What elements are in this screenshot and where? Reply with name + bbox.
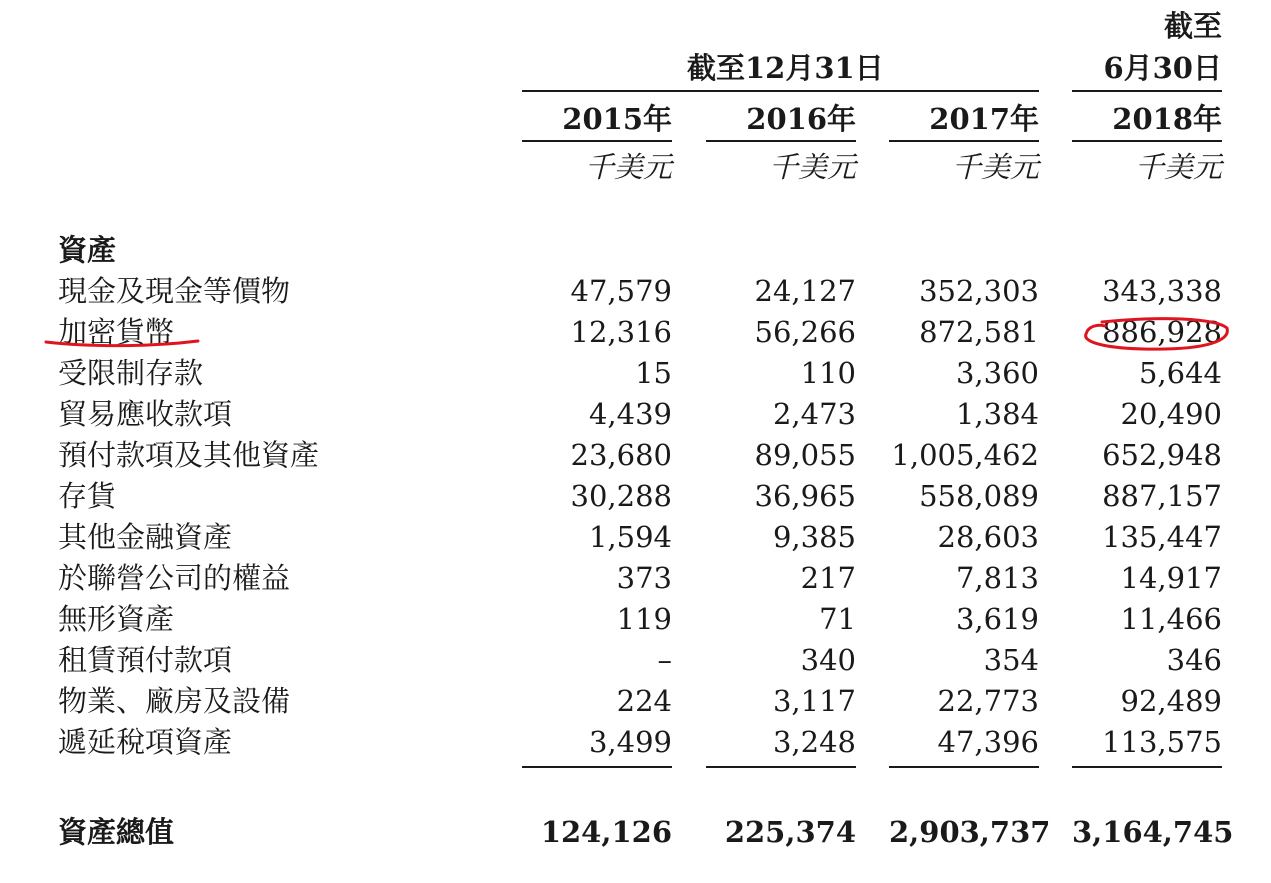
- row-value-2016: 9,385: [772, 520, 856, 554]
- row-label: 物業、廠房及設備: [58, 684, 291, 718]
- total-value-2016: 225,374: [724, 815, 856, 849]
- row-value-2018: 887,157: [1102, 479, 1222, 513]
- row-value-2016: 89,055: [754, 438, 856, 472]
- row-value-2017: 3,360: [955, 356, 1039, 390]
- row-label: 於聯營公司的權益: [58, 561, 291, 595]
- unit-2015: 千美元: [584, 150, 672, 184]
- row-value-2016: 3,248: [772, 725, 856, 759]
- year-2017: 2017年: [929, 102, 1039, 136]
- row-label: 受限制存款: [58, 356, 204, 390]
- row-value-2015: 224: [616, 684, 672, 718]
- year-rule-2017: [889, 140, 1039, 142]
- row-label: 其他金融資產: [58, 520, 233, 554]
- section-title-assets: 資產: [58, 233, 117, 267]
- row-value-2016: 340: [800, 643, 856, 677]
- subtotal-rule-2018: [1072, 766, 1222, 768]
- year-2015: 2015年: [562, 102, 672, 136]
- header-period-dec: 截至12月31日: [687, 51, 884, 85]
- row-value-2017: 3,619: [955, 602, 1039, 636]
- row-value-2017: 558,089: [919, 479, 1039, 513]
- subtotal-rule-2015: [522, 766, 672, 768]
- row-value-2018: 886,928: [1102, 315, 1222, 349]
- total-value-2018: 3,164,745: [1072, 815, 1234, 849]
- row-value-2015: 119: [616, 602, 672, 636]
- row-value-2018: 20,490: [1120, 397, 1222, 431]
- row-value-2017: 47,396: [937, 725, 1039, 759]
- row-value-2016: 24,127: [754, 274, 856, 308]
- year-2018: 2018年: [1112, 102, 1222, 136]
- row-value-2015: 3,499: [588, 725, 672, 759]
- row-value-2016: 36,965: [754, 479, 856, 513]
- unit-2016: 千美元: [768, 150, 856, 184]
- total-value-2017: 2,903,737: [889, 815, 1051, 849]
- row-label: 貿易應收款項: [58, 397, 233, 431]
- row-value-2017: 352,303: [919, 274, 1039, 308]
- row-label: 遞延稅項資產: [58, 725, 233, 759]
- row-value-2017: 7,813: [955, 561, 1039, 595]
- row-value-2015: 12,316: [570, 315, 672, 349]
- row-value-2015: 1,594: [588, 520, 672, 554]
- row-value-2018: 5,644: [1138, 356, 1222, 390]
- row-value-2017: 28,603: [937, 520, 1039, 554]
- row-value-2018: 113,575: [1102, 725, 1222, 759]
- row-value-2015: 15: [635, 356, 672, 390]
- total-value-2015: 124,126: [540, 815, 672, 849]
- row-value-2016: 56,266: [754, 315, 856, 349]
- row-value-2015: 47,579: [570, 274, 672, 308]
- total-label: 資產總值: [58, 815, 175, 849]
- header-as-at-top: 截至: [1163, 9, 1222, 43]
- row-value-2017: 22,773: [937, 684, 1039, 718]
- unit-2017: 千美元: [951, 150, 1039, 184]
- row-value-2018: 11,466: [1120, 602, 1222, 636]
- row-label: 現金及現金等價物: [58, 274, 291, 308]
- row-value-2015: 373: [616, 561, 672, 595]
- row-value-2018: 14,917: [1120, 561, 1222, 595]
- row-value-2015: 4,439: [588, 397, 672, 431]
- row-value-2015: 30,288: [570, 479, 672, 513]
- year-rule-2018: [1072, 140, 1222, 142]
- header-rule-dec: [522, 90, 1039, 92]
- year-rule-2015: [522, 140, 672, 142]
- header-rule-jun: [1072, 90, 1222, 92]
- row-value-2016: 3,117: [772, 684, 856, 718]
- row-label: 無形資產: [58, 602, 175, 636]
- row-value-2016: 71: [819, 602, 856, 636]
- row-value-2016: 2,473: [772, 397, 856, 431]
- year-2016: 2016年: [746, 102, 856, 136]
- row-value-2016: 217: [800, 561, 856, 595]
- row-value-2018: 346: [1166, 643, 1222, 677]
- row-label: 預付款項及其他資產: [58, 438, 320, 472]
- year-rule-2016: [706, 140, 856, 142]
- row-value-2015: 23,680: [570, 438, 672, 472]
- row-value-2017: 354: [983, 643, 1039, 677]
- row-value-2018: 652,948: [1102, 438, 1222, 472]
- row-value-2017: 872,581: [919, 315, 1039, 349]
- row-value-2018: 135,447: [1102, 520, 1222, 554]
- row-label: 存貨: [58, 479, 117, 513]
- subtotal-rule-2016: [706, 766, 856, 768]
- unit-2018: 千美元: [1134, 150, 1222, 184]
- header-period-jun: 6月30日: [1103, 51, 1222, 85]
- row-value-2015: –: [657, 643, 672, 677]
- subtotal-rule-2017: [889, 766, 1039, 768]
- row-value-2018: 343,338: [1102, 274, 1222, 308]
- row-value-2016: 110: [800, 356, 856, 390]
- row-value-2017: 1,005,462: [891, 438, 1039, 472]
- row-label: 租賃預付款項: [58, 643, 233, 677]
- row-value-2017: 1,384: [955, 397, 1039, 431]
- row-value-2018: 92,489: [1120, 684, 1222, 718]
- row-label: 加密貨幣: [58, 315, 175, 349]
